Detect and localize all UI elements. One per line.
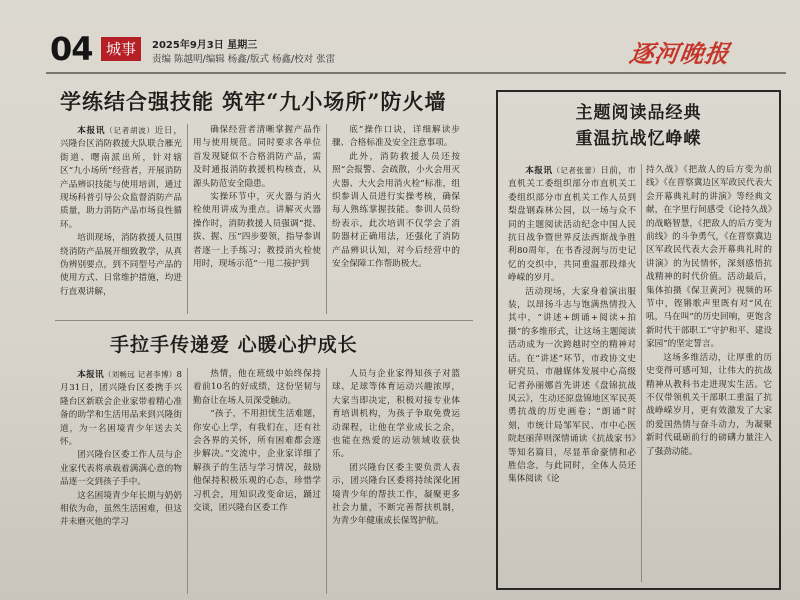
sidebar-paragraph: 持久战》《把敌人的后方变为前线》《在晋察冀边区军政民代表大会开幕典礼时的讲演》等经典文献，在字里行间感受《论持久战》的战略智慧，《把敌人的后方变为前线》的斗争勇气，《在晋察冀边区军政民代表大会开幕典礼时的讲演》的为民情怀，深刻感悟抗战精神的时代价值。活动最后，集体拍摄《保卫黄河》视频的环节中，铿锵歌声里既有对“风在吼，马在叫”的历史回响，更饱含新时代干部职工“守护和平、建设家园”的坚定誓言。 xyxy=(646,165,772,350)
sidebar-column-1 xyxy=(508,164,636,584)
lead-tag: 本报讯 xyxy=(77,126,106,136)
staff-credits: 责编 陈越明/编辑 杨鑫/版式 杨鑫/校对 张雷 xyxy=(152,54,336,65)
article2-paragraph: 本报讯（刘畅远 记者李博）8月31日，团兴隆台区委携手兴隆台区新联会企业家带着精心准备的助学和生活用品来到兴隆街道，为一名困境青少年送去关怀。 xyxy=(60,370,182,448)
lead-note: （记者张蕾） xyxy=(552,166,601,175)
article1-paragraph: 实操环节中，灭火器与消火栓使用讲成为重点。讲解灭火器操作时，消防救援人员强调“提、拔、握、压”四步要领，指导参训者逐一上手练习；教授消火栓使用时，现场示范“一甩二接护到 xyxy=(193,192,321,270)
article1-paragraph: 确保经营者清晰掌握产品作用与使用规范。同时要求各单位首发现疑似不合格消防产品，需及时通报消防救援机构核查，从源头防范安全隐患。 xyxy=(193,125,321,189)
column-divider xyxy=(326,368,327,594)
article2-column-3 xyxy=(332,368,460,594)
article2-paragraph: 热情，他在班级中始终保持着前10名的好成绩，这份坚韧与勤奋让在场人员深受触动。 xyxy=(193,369,321,406)
article2-paragraph: 团兴隆台区委工作人员与企业家代表将承载着满满心意的物品逐一交到孩子手中。 xyxy=(60,450,182,488)
article1-paragraph: 本报讯（记者胡波）近日，兴隆台区消防救援大队联合雁光街道、曙南派出所，针对辖区“九小场所”经营者，开展消防产品辨识技能与使用培训，通过现场科普引导公众监督消防产品质量，助力消防产品市场良性循环。 xyxy=(60,126,182,230)
sidebar-paragraph: 活动现场，大家身着演出服装，以昂扬斗志与饱满热情投入其中，“讲述+朗诵+阅读+拍摄”的多维形式，让这场主题阅读活动成为一次跨越时空的精神对话。在“讲述”环节，市政协文史研究员、市融媒体发展中心高级记者孙丽娜首先讲述《盘锦抗战风云》，生动还原盘锦地区军民英勇抗战的历史画卷；“朗诵”时刻，市统计局邹军民、市中心医院赵丽萍则深情诵读《抗战家书》等知名篇目，尽显革命豪情和必胜信念，与此同时，全体人员还集体阅读《论 xyxy=(508,286,636,485)
sidebar-column-2 xyxy=(646,164,772,584)
article2-column-2 xyxy=(193,368,321,594)
sidebar-headline xyxy=(498,100,779,152)
lead-note: （记者胡波） xyxy=(105,126,155,135)
column-divider xyxy=(187,368,188,594)
article1-paragraph: 培训现场，消防救援人员围绕消防产品展开细致教学，从真伪辨别要点，到不同型号产品的使用方式、日常维护措施，均进行直观讲解， xyxy=(60,233,182,297)
newspaper-logo: 逐河晚报 xyxy=(627,39,732,68)
article1-column-2 xyxy=(193,124,321,316)
issue-date: 2025年9月3日 星期三 xyxy=(152,40,258,51)
article1-paragraph: 此外，消防救援人员还按照“会报警、会疏散，小火会用灭火器、大火会用消火栓”标准，组织参训人员进行实操考核，确保每人熟练掌握技能。参训人员纷纷表示，此次培训不仅学会了消防器材正确用法，还强化了消防产品辨识认知，对今后经营中的安全保障工作帮助极大。 xyxy=(332,151,460,270)
article1-paragraph: 底”操作口诀，详细解读步骤、合格标准及安全注意事项。 xyxy=(332,125,460,149)
article2-paragraph: 团兴隆台区委主要负责人表示，团兴隆台区委将持续深化困境青少年的帮扶工作，凝聚更多社会力量，不断完善帮扶机制，为青少年健康成长保驾护航。 xyxy=(332,462,460,527)
sidebar-headline-line-1: 主题阅读品经典 xyxy=(575,103,702,123)
article2-paragraph: “孩子，不用担忧生活难题，你安心上学，有我们在，还有社会各界的关怀，所有困难都会逐步解决。”交流中，企业家详细了解孩子的生活与学习情况，鼓励他保持积极乐观的心态，珍惜学习机会，用知识改变命运，踊过交谈，团兴隆台区委工作 xyxy=(193,409,321,514)
section-tag: 城事 xyxy=(101,37,141,61)
lead-tag: 本报讯 xyxy=(77,370,104,380)
sidebar-article-box xyxy=(496,90,781,590)
sidebar-paragraph: 这场多维活动，让厚重的历史变得可感可知，让伟大的抗战精神从教科书走进现实生活。它不仅带领机关干部职工重温了抗战峥嵘岁月，更有效激发了大家的爱国热情与奋斗动力，为凝聚新时代砥砺前行的磅礴力量注入了强劲动能。 xyxy=(646,352,772,457)
article1-headline: 学练结合强技能 筑牢“九小场所”防火墙 xyxy=(60,89,447,114)
article2-paragraph: 人员与企业家得知孩子对篮球、足球等体育运动兴趣浓厚，大家当即决定，积极对接专业体育培训机构，为孩子争取免费运动课程，让他在学业成长之余，也能在热爱的运动领域收获快乐。 xyxy=(332,369,460,460)
column-divider xyxy=(326,124,327,314)
article1-column-1 xyxy=(60,124,182,316)
sidebar-paragraph: 本报讯（记者张蕾）日前，市直机关工委组织部分市直机关工委组织部分市直机关工作人员到梨盘钢森林公园，以一场与众不同的主题阅读活动纪念中国人民抗日战争暨世界反法西斯战争胜利80周年，在书香浸润与历史记忆的交织中，共同重温那段烽火峥嵘的岁月。 xyxy=(508,166,636,284)
lead-tag: 本报讯 xyxy=(525,166,553,176)
article2-headline: 手拉手传递爱 心暖心护成长 xyxy=(110,334,358,356)
article2-paragraph: 这名困境青少年长期与奶奶相依为命，虽然生活困难，但这并未磨灭他的学习 xyxy=(60,490,182,528)
sidebar-headline-line-2: 重温抗战忆峥嵘 xyxy=(575,129,702,149)
header-rule xyxy=(46,72,786,74)
column-divider xyxy=(641,164,642,582)
page-number: 04 xyxy=(50,30,93,68)
article2-column-1 xyxy=(60,368,182,594)
masthead xyxy=(0,0,800,78)
article-divider xyxy=(55,320,473,321)
article1-column-3 xyxy=(332,124,460,316)
lead-note: （刘畅远 记者李博） xyxy=(103,370,177,379)
column-divider xyxy=(187,124,188,314)
